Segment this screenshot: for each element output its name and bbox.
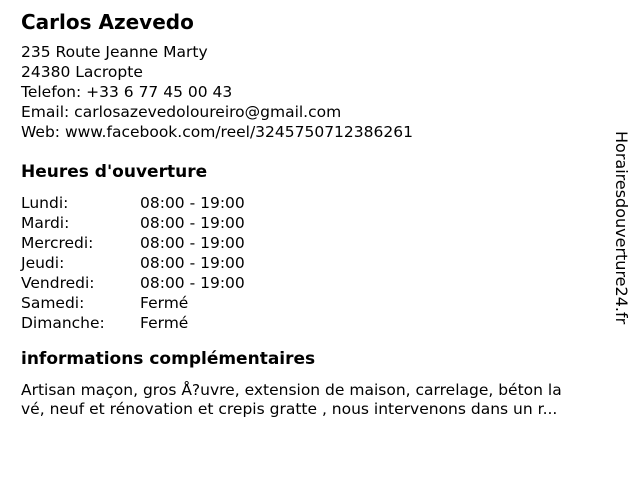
address-city: 24380 Lacropte bbox=[21, 63, 143, 81]
web-label: Web: bbox=[21, 123, 61, 141]
hours-row-monday bbox=[21, 193, 245, 213]
hours-row-tuesday bbox=[21, 213, 245, 233]
additional-info-heading: informations complémentaires bbox=[21, 349, 316, 369]
email-value: carlosazevedoloureiro@gmail.com bbox=[74, 103, 342, 121]
hours-row-thursday bbox=[21, 253, 245, 273]
hours-row-sunday bbox=[21, 313, 245, 333]
hours-row-friday bbox=[21, 273, 245, 293]
address-street: 235 Route Jeanne Marty bbox=[21, 43, 208, 61]
day-hours: 08:00 - 19:00 bbox=[140, 194, 245, 212]
contact-block bbox=[21, 42, 413, 142]
day-label: Vendredi: bbox=[21, 274, 95, 292]
hours-row-saturday bbox=[21, 293, 245, 313]
phone-value: +33 6 77 45 00 43 bbox=[86, 83, 233, 101]
description-line: Artisan maçon, gros Å?uvre, extension de maison, carrelage, béton la bbox=[21, 381, 562, 399]
opening-hours-heading: Heures d'ouverture bbox=[21, 162, 208, 182]
day-label: Dimanche: bbox=[21, 314, 105, 332]
business-description bbox=[21, 381, 562, 419]
day-label: Mercredi: bbox=[21, 234, 94, 252]
hours-row-wednesday bbox=[21, 233, 245, 253]
day-hours: 08:00 - 19:00 bbox=[140, 234, 245, 252]
opening-hours-table bbox=[21, 193, 245, 333]
day-hours: Fermé bbox=[140, 314, 189, 332]
email-label: Email: bbox=[21, 103, 70, 121]
day-hours: 08:00 - 19:00 bbox=[140, 254, 245, 272]
day-label: Jeudi: bbox=[21, 254, 65, 272]
web-line bbox=[21, 122, 413, 142]
day-label: Mardi: bbox=[21, 214, 70, 232]
day-label: Samedi: bbox=[21, 294, 85, 312]
page-title: Carlos Azevedo bbox=[21, 10, 194, 34]
phone-line bbox=[21, 82, 413, 102]
day-hours: 08:00 - 19:00 bbox=[140, 214, 245, 232]
day-hours: 08:00 - 19:00 bbox=[140, 274, 245, 292]
description-line: vé, neuf et rénovation et crepis gratte , nous intervenons dans un r... bbox=[21, 400, 558, 418]
day-label: Lundi: bbox=[21, 194, 69, 212]
phone-label: Telefon: bbox=[21, 83, 82, 101]
email-line bbox=[21, 102, 413, 122]
site-watermark: Horairesdouverture24.fr bbox=[612, 131, 631, 325]
web-value: www.facebook.com/reel/3245750712386261 bbox=[64, 123, 413, 141]
day-hours: Fermé bbox=[140, 294, 189, 312]
